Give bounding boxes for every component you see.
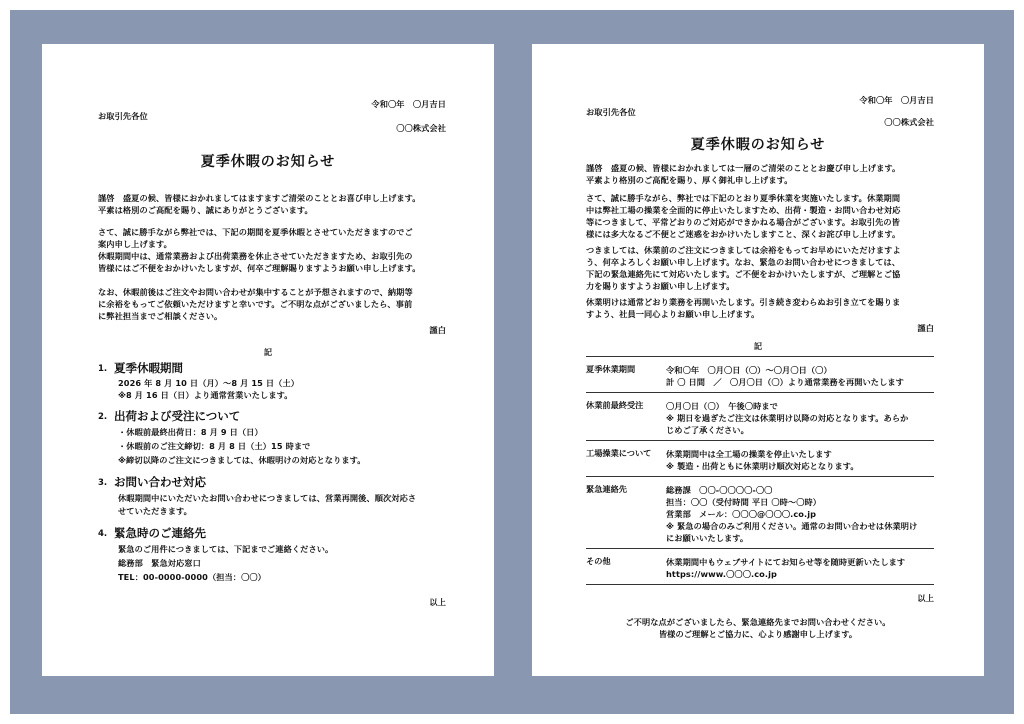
document-page-right: [532, 44, 984, 676]
body-line: なお、休暇前後はご注文やお問い合わせが集中することが予想されますので、納期等: [98, 287, 413, 297]
row-label: 緊急連絡先: [586, 484, 627, 494]
body-line: 休暇期間中は、通常業務および出荷業務を休止させていただきますため、お取引先の: [98, 251, 413, 261]
section-heading: 出荷および受注について: [114, 409, 241, 423]
page-title: 夏季休暇のお知らせ: [200, 154, 336, 170]
row-label: 休業前最終受注: [586, 400, 644, 410]
table-rule: [586, 440, 934, 441]
table-rule: [586, 584, 934, 585]
row-line: じめご了承ください。: [666, 425, 749, 435]
date: 令和〇年 〇月吉日: [859, 95, 934, 105]
row-line: 総務課 〇〇-〇〇〇〇-〇〇: [666, 485, 773, 495]
section-line: 総務部 緊急対応窓口: [118, 558, 201, 568]
body-line: 様には多大なるご不便とご迷惑をおかけいたしますこと、深くお詫び申し上げます。: [586, 229, 901, 239]
recipient: お取引先各位: [98, 111, 148, 121]
end-mark: 以上: [917, 593, 934, 603]
body-line: つきましては、休業前のご注文につきましては余裕をもってお早めにいただけますよ: [586, 245, 901, 255]
body-line: に弊社担当までご相談ください。: [98, 311, 223, 321]
body-line: 平素は格別のご高配を賜り、誠にありがとうございます。: [98, 205, 313, 215]
section-line: 緊急のご用件につきましては、下記までご連絡ください。: [118, 544, 334, 554]
row-line: ※ 期日を過ぎたご注文は休業明け以降の対応となります。あらか: [666, 413, 909, 423]
ki-mark: 記: [753, 341, 763, 351]
page-title: 夏季休暇のお知らせ: [690, 137, 826, 153]
body-line: すよう、社員一同心よりお願い申し上げます。: [586, 309, 760, 319]
footer-line: 皆様のご理解とご協力に、心より感謝申し上げます。: [658, 629, 858, 639]
section-line: 2026 年 8 月 10 日（月）〜8 月 15 日（土）: [118, 378, 300, 388]
body-line: 等につきまして、平常どおりのご対応ができかねる場合がございます。お取引先の皆: [586, 217, 900, 227]
section-heading: お問い合わせ対応: [114, 475, 206, 489]
body-line: 謹啓 盛夏の候、皆様におかれましては一層のご清栄のこととお慶び申し上げます。: [586, 163, 901, 173]
section-heading: 緊急時のご連絡先: [114, 526, 206, 540]
table-rule: [586, 548, 934, 549]
sender: 〇〇株式会社: [396, 123, 446, 133]
table-rule: [586, 476, 934, 477]
row-line: にお願いいたします。: [666, 533, 749, 543]
section-line: ・休暇前最終出荷日：8 月 9 日（日）: [118, 427, 263, 437]
row-line: 休業期間中は全工場の操業を停止いたします: [666, 449, 832, 459]
section-line: TEL：00-0000-0000（担当：〇〇）: [118, 572, 266, 582]
end-mark: 以上: [429, 597, 446, 607]
row-line: 計 〇 日間 ／ 〇月〇日（〇）より通常業務を再開いたします: [666, 377, 904, 387]
body-line: 休業明けは通常どおり業務を再開いたします。引き続き変わらぬお引き立てを賜りま: [586, 297, 901, 307]
section-line: ※8 月 16 日（日）より通常営業いたします。: [118, 390, 293, 400]
ki-mark: 記: [263, 347, 273, 357]
row-line: 休業期間中もウェブサイトにてお知らせ等を随時更新いたします: [666, 557, 906, 567]
row-label: 夏季休業期間: [586, 364, 636, 374]
body-line: さて、誠に勝手ながら、弊社では下記のとおり夏季休業を実施いたします。休業期間: [586, 193, 901, 203]
row-line: ※ 製造・出荷ともに休業明け順次対応となります。: [666, 461, 859, 471]
body-line: 中は弊社工場の操業を全面的に停止いたしますため、出荷・製造・お問い合わせ対応: [586, 205, 901, 215]
body-line: 下記の緊急連絡先にて対応いたします。ご不便をおかけいたしますが、ご理解とご協: [586, 269, 901, 279]
section-heading: 夏季休暇期間: [114, 361, 183, 375]
table-rule: [586, 356, 934, 357]
row-label: その他: [586, 556, 611, 566]
recipient: お取引先各位: [586, 107, 636, 117]
section-number: 3.: [98, 478, 108, 488]
row-line: 令和〇年 〇月〇日（〇）〜〇月〇日（〇）: [666, 365, 832, 375]
section-number: 4.: [98, 529, 108, 539]
section-line: ・休暇前のご注文締切：8 月 8 日（土）15 時まで: [118, 441, 311, 451]
section-line: ※締切以降のご注文につきましては、休暇明けの対応となります。: [118, 455, 366, 465]
closing: 謹白: [429, 325, 446, 335]
body-line: 力を賜りますようお願い申し上げます。: [586, 281, 735, 291]
closing: 謹白: [917, 323, 934, 333]
section-line: 休暇期間中にいただいたお問い合わせにつきましては、営業再開後、順次対応さ: [118, 493, 417, 503]
body-line: さて、誠に勝手ながら弊社では、下記の期間を夏季休暇とさせていただきますのでご: [98, 227, 413, 237]
body-line: う、何卒よろしくお願い申し上げます。なお、緊急のお問い合わせにつきましては、: [586, 257, 901, 267]
section-line: せていただきます。: [118, 506, 192, 516]
footer-line: ご不明な点がございましたら、緊急連絡先までお問い合わせください。: [625, 617, 891, 627]
row-line: https://www.〇〇〇.co.jp: [666, 569, 777, 579]
body-line: 謹啓 盛夏の候、皆様におかれましてはますますご清栄のこととお喜び申し上げます。: [98, 193, 421, 203]
row-line: 担当：〇〇（受付時間 平日 〇時〜〇時）: [666, 497, 822, 507]
document-page-left: [42, 44, 494, 676]
body-line: に余裕をもってご依頼いただけますと幸いです。ご不明な点がございましたら、事前: [98, 299, 413, 309]
date: 令和〇年 〇月吉日: [371, 99, 446, 109]
body-line: 皆様にはご不便をおかけいたしますが、何卒ご理解賜りますようお願い申し上げます。: [98, 263, 421, 273]
row-label: 工場操業について: [586, 448, 652, 458]
section-number: 2.: [98, 412, 108, 422]
row-line: 営業部 メール：〇〇〇@〇〇〇.co.jp: [666, 509, 817, 519]
sender: 〇〇株式会社: [884, 117, 934, 127]
body-line: 平素より格別のご高配を賜り、厚く御礼申し上げます。: [586, 175, 793, 185]
table-rule: [586, 392, 934, 393]
row-line: 〇月〇日（〇） 午後〇時まで: [666, 401, 778, 411]
row-line: ※ 緊急の場合のみご利用ください。通常のお問い合わせは休業明け: [666, 521, 918, 531]
section-number: 1.: [98, 364, 108, 374]
body-line: 案内申し上げます。: [98, 239, 172, 249]
